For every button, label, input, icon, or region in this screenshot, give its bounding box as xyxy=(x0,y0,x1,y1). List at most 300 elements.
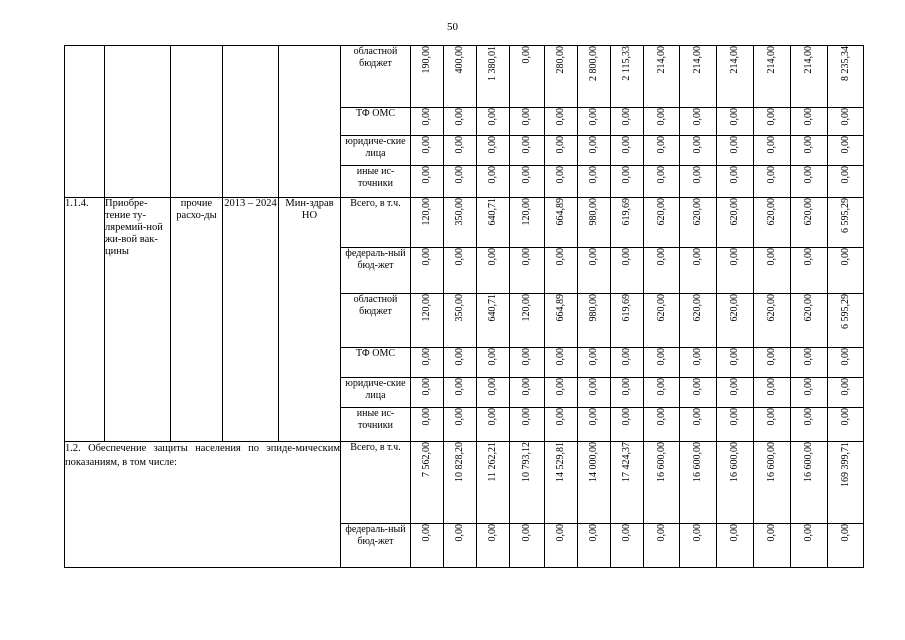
year-value: 664,89 xyxy=(555,294,567,322)
value-cell xyxy=(791,108,828,136)
value-cell xyxy=(578,378,611,408)
value-cell xyxy=(791,166,828,198)
value-cell xyxy=(545,248,578,294)
year-value: 0,00 xyxy=(803,166,815,184)
value-cell xyxy=(411,294,444,348)
value-cell xyxy=(411,524,444,568)
year-value: 190,00 xyxy=(421,46,433,74)
year-value: 0,00 xyxy=(766,378,778,396)
value-cell xyxy=(680,108,717,136)
table-row xyxy=(65,46,901,108)
year-value: 0,00 xyxy=(454,408,466,426)
year-value: 0,00 xyxy=(555,524,567,542)
value-cell xyxy=(680,198,717,248)
year-value: 0,00 xyxy=(588,408,600,426)
value-cell xyxy=(717,408,754,442)
value-cell xyxy=(717,524,754,568)
year-value: 120,00 xyxy=(421,198,433,226)
year-value: 0,00 xyxy=(621,166,633,184)
value-cell xyxy=(644,108,680,136)
value-cell xyxy=(611,524,644,568)
year-value: 0,00 xyxy=(692,348,704,366)
year-value: 0,00 xyxy=(621,348,633,366)
year-value: 620,00 xyxy=(803,294,815,322)
value-cell xyxy=(477,108,510,136)
year-value: 0,00 xyxy=(729,166,741,184)
value-cell xyxy=(828,294,864,348)
year-value: 214,00 xyxy=(655,46,667,74)
funding-source: федераль-ный бюд-жет xyxy=(341,524,411,568)
value-cell xyxy=(791,46,828,108)
item-name: Приобре-тение ту-ляремий-ной жи-вой вак-цины xyxy=(105,198,171,442)
table-row xyxy=(65,198,901,248)
year-value: 620,00 xyxy=(766,294,778,322)
year-value: 0,00 xyxy=(655,408,667,426)
value-cell xyxy=(680,408,717,442)
value-cell xyxy=(411,248,444,294)
value-cell xyxy=(545,136,578,166)
year-value: 0,00 xyxy=(487,378,499,396)
value-cell xyxy=(680,46,717,108)
year-value: 0,00 xyxy=(555,108,567,126)
value-cell xyxy=(611,378,644,408)
year-value: 120,00 xyxy=(521,294,533,322)
value-cell xyxy=(444,348,477,378)
executor: Мин-здрав НО xyxy=(279,198,341,442)
year-value: 0,00 xyxy=(803,248,815,266)
value-cell xyxy=(828,378,864,408)
value-cell xyxy=(791,442,828,524)
value-cell xyxy=(754,524,791,568)
year-value: 0,00 xyxy=(521,248,533,266)
value-cell xyxy=(611,408,644,442)
value-cell xyxy=(644,248,680,294)
value-cell xyxy=(644,198,680,248)
year-value: 0,00 xyxy=(521,348,533,366)
value-cell xyxy=(477,524,510,568)
value-cell xyxy=(754,198,791,248)
value-cell xyxy=(545,378,578,408)
year-value: 0,00 xyxy=(803,524,815,542)
total-value: 0,00 xyxy=(839,136,851,154)
value-cell xyxy=(754,378,791,408)
value-cell xyxy=(578,442,611,524)
value-cell xyxy=(754,348,791,378)
year-value: 0,00 xyxy=(766,348,778,366)
year-value: 214,00 xyxy=(766,46,778,74)
value-cell xyxy=(611,348,644,378)
year-value: 0,00 xyxy=(655,108,667,126)
value-cell xyxy=(611,248,644,294)
funding-table xyxy=(64,45,901,568)
year-value: 0,00 xyxy=(421,136,433,154)
year-value: 0,00 xyxy=(655,136,667,154)
year-value: 0,00 xyxy=(621,136,633,154)
year-value: 16 600,00 xyxy=(655,442,667,482)
year-value: 0,00 xyxy=(655,166,667,184)
value-cell xyxy=(611,198,644,248)
year-value: 0,00 xyxy=(487,136,499,154)
year-value: 620,00 xyxy=(692,198,704,226)
value-cell xyxy=(828,408,864,442)
value-cell xyxy=(754,294,791,348)
funding-source: иные ис-точники xyxy=(341,408,411,442)
value-cell xyxy=(510,166,545,198)
year-value: 2 800,00 xyxy=(588,46,600,81)
value-cell xyxy=(644,348,680,378)
value-cell xyxy=(578,46,611,108)
value-cell xyxy=(578,294,611,348)
value-cell xyxy=(717,248,754,294)
value-cell xyxy=(828,108,864,136)
value-cell xyxy=(754,136,791,166)
funding-source: юридиче-ские лица xyxy=(341,378,411,408)
year-value: 0,00 xyxy=(555,136,567,154)
year-value: 620,00 xyxy=(655,198,667,226)
value-cell xyxy=(611,46,644,108)
value-cell xyxy=(754,248,791,294)
value-cell xyxy=(477,198,510,248)
year-value: 0,00 xyxy=(729,378,741,396)
year-value: 0,00 xyxy=(621,524,633,542)
period xyxy=(223,46,279,198)
value-cell xyxy=(510,408,545,442)
value-cell xyxy=(791,348,828,378)
value-cell xyxy=(828,198,864,248)
value-cell xyxy=(477,408,510,442)
value-cell xyxy=(754,442,791,524)
value-cell xyxy=(717,108,754,136)
year-value: 7 562,00 xyxy=(421,442,433,477)
year-value: 16 600,00 xyxy=(803,442,815,482)
year-value: 0,00 xyxy=(621,408,633,426)
year-value: 0,00 xyxy=(692,136,704,154)
value-cell xyxy=(754,408,791,442)
year-value: 350,00 xyxy=(454,198,466,226)
year-value: 0,00 xyxy=(521,378,533,396)
year-value: 0,00 xyxy=(588,166,600,184)
total-value: 0,00 xyxy=(839,166,851,184)
value-cell xyxy=(680,348,717,378)
total-value: 8 235,34 xyxy=(839,46,851,81)
value-cell xyxy=(411,166,444,198)
year-value: 0,00 xyxy=(621,378,633,396)
year-value: 0,00 xyxy=(766,136,778,154)
total-value: 0,00 xyxy=(839,348,851,366)
value-cell xyxy=(477,348,510,378)
year-value: 10 793,12 xyxy=(521,442,533,482)
year-value: 0,00 xyxy=(621,108,633,126)
year-value: 0,00 xyxy=(454,348,466,366)
year-value: 10 828,20 xyxy=(454,442,466,482)
value-cell xyxy=(477,46,510,108)
year-value: 0,00 xyxy=(588,108,600,126)
value-cell xyxy=(411,198,444,248)
value-cell xyxy=(477,294,510,348)
funding-source: иные ис-точники xyxy=(341,166,411,198)
year-value: 0,00 xyxy=(803,348,815,366)
value-cell xyxy=(680,248,717,294)
year-value: 0,00 xyxy=(454,248,466,266)
year-value: 0,00 xyxy=(421,524,433,542)
value-cell xyxy=(791,294,828,348)
value-cell xyxy=(477,136,510,166)
year-value: 980,00 xyxy=(588,294,600,322)
total-value: 0,00 xyxy=(839,248,851,266)
year-value: 0,00 xyxy=(729,108,741,126)
value-cell xyxy=(680,136,717,166)
year-value: 0,00 xyxy=(421,248,433,266)
year-value: 0,00 xyxy=(692,248,704,266)
year-value: 0,00 xyxy=(421,378,433,396)
value-cell xyxy=(510,108,545,136)
year-value: 14 529,81 xyxy=(555,442,567,482)
year-value: 0,00 xyxy=(521,524,533,542)
year-value: 0,00 xyxy=(555,166,567,184)
year-value: 0,00 xyxy=(487,248,499,266)
section-title: 1.2. Обеспечение защиты населения по эпиде-мическим показаниям, в том числе: xyxy=(65,442,341,568)
year-value: 980,00 xyxy=(588,198,600,226)
year-value: 0,00 xyxy=(521,108,533,126)
year-value: 11 262,21 xyxy=(487,442,499,482)
funding-source: областной бюджет xyxy=(341,294,411,348)
year-value: 0,00 xyxy=(454,166,466,184)
value-cell xyxy=(510,248,545,294)
value-cell xyxy=(754,166,791,198)
year-value: 0,00 xyxy=(729,348,741,366)
item-number xyxy=(65,46,105,198)
year-value: 0,00 xyxy=(803,408,815,426)
year-value: 0,00 xyxy=(803,136,815,154)
value-cell xyxy=(510,348,545,378)
value-cell xyxy=(444,108,477,136)
year-value: 214,00 xyxy=(803,46,815,74)
year-value: 0,00 xyxy=(421,408,433,426)
year-value: 0,00 xyxy=(729,524,741,542)
value-cell xyxy=(828,166,864,198)
year-value: 16 600,00 xyxy=(766,442,778,482)
total-value: 6 595,29 xyxy=(839,294,851,329)
year-value: 0,00 xyxy=(655,348,667,366)
value-cell xyxy=(611,166,644,198)
value-cell xyxy=(828,46,864,108)
expense-type: прочие расхо-ды xyxy=(171,198,223,442)
year-value: 620,00 xyxy=(766,198,778,226)
year-value: 0,00 xyxy=(588,136,600,154)
value-cell xyxy=(680,294,717,348)
value-cell xyxy=(828,248,864,294)
value-cell xyxy=(717,294,754,348)
year-value: 619,69 xyxy=(621,294,633,322)
year-value: 0,00 xyxy=(588,248,600,266)
value-cell xyxy=(791,136,828,166)
year-value: 0,00 xyxy=(766,166,778,184)
value-cell xyxy=(510,294,545,348)
funding-source: ТФ ОМС xyxy=(341,348,411,378)
year-value: 0,00 xyxy=(729,248,741,266)
value-cell xyxy=(578,408,611,442)
year-value: 0,00 xyxy=(692,166,704,184)
value-cell xyxy=(510,136,545,166)
year-value: 0,00 xyxy=(621,248,633,266)
value-cell xyxy=(444,442,477,524)
funding-source: Всего, в т.ч. xyxy=(341,198,411,248)
year-value: 620,00 xyxy=(729,294,741,322)
funding-source: юридиче-ские лица xyxy=(341,136,411,166)
value-cell xyxy=(644,166,680,198)
year-value: 0,00 xyxy=(421,166,433,184)
year-value: 0,00 xyxy=(692,408,704,426)
value-cell xyxy=(411,348,444,378)
value-cell xyxy=(545,442,578,524)
value-cell xyxy=(644,442,680,524)
year-value: 0,00 xyxy=(421,108,433,126)
value-cell xyxy=(578,348,611,378)
value-cell xyxy=(578,198,611,248)
value-cell xyxy=(444,408,477,442)
value-cell xyxy=(717,46,754,108)
value-cell xyxy=(611,294,644,348)
value-cell xyxy=(411,408,444,442)
value-cell xyxy=(578,166,611,198)
value-cell xyxy=(717,136,754,166)
year-value: 120,00 xyxy=(521,198,533,226)
year-value: 0,00 xyxy=(487,348,499,366)
year-value: 0,00 xyxy=(521,408,533,426)
year-value: 0,00 xyxy=(692,108,704,126)
year-value: 0,00 xyxy=(655,248,667,266)
value-cell xyxy=(791,248,828,294)
value-cell xyxy=(611,442,644,524)
year-value: 0,00 xyxy=(487,524,499,542)
value-cell xyxy=(444,524,477,568)
year-value: 0,00 xyxy=(692,378,704,396)
value-cell xyxy=(545,408,578,442)
funding-source: областной бюджет xyxy=(341,46,411,108)
value-cell xyxy=(717,166,754,198)
value-cell xyxy=(717,442,754,524)
value-cell xyxy=(828,524,864,568)
year-value: 620,00 xyxy=(729,198,741,226)
funding-source: ТФ ОМС xyxy=(341,108,411,136)
value-cell xyxy=(611,136,644,166)
value-cell xyxy=(510,46,545,108)
year-value: 664,89 xyxy=(555,198,567,226)
year-value: 16 600,00 xyxy=(692,442,704,482)
value-cell xyxy=(791,378,828,408)
year-value: 0,00 xyxy=(655,378,667,396)
executor xyxy=(279,46,341,198)
year-value: 619,69 xyxy=(621,198,633,226)
value-cell xyxy=(717,378,754,408)
year-value: 0,00 xyxy=(766,248,778,266)
page-number: 50 xyxy=(447,21,458,33)
value-cell xyxy=(717,198,754,248)
year-value: 214,00 xyxy=(729,46,741,74)
year-value: 14 000,00 xyxy=(588,442,600,482)
value-cell xyxy=(477,442,510,524)
year-value: 0,00 xyxy=(655,524,667,542)
value-cell xyxy=(644,46,680,108)
value-cell xyxy=(444,136,477,166)
year-value: 0,00 xyxy=(454,108,466,126)
value-cell xyxy=(545,524,578,568)
year-value: 0,00 xyxy=(588,348,600,366)
year-value: 640,71 xyxy=(487,198,499,226)
year-value: 2 115,33 xyxy=(621,46,633,81)
value-cell xyxy=(411,442,444,524)
value-cell xyxy=(680,166,717,198)
value-cell xyxy=(444,166,477,198)
item-number: 1.1.4. xyxy=(65,198,105,442)
year-value: 0,00 xyxy=(692,524,704,542)
value-cell xyxy=(578,136,611,166)
value-cell xyxy=(510,198,545,248)
value-cell xyxy=(545,46,578,108)
year-value: 620,00 xyxy=(692,294,704,322)
year-value: 0,00 xyxy=(766,108,778,126)
total-value: 0,00 xyxy=(839,108,851,126)
year-value: 0,00 xyxy=(588,524,600,542)
year-value: 0,00 xyxy=(521,136,533,154)
year-value: 280,00 xyxy=(555,46,567,74)
expense-type xyxy=(171,46,223,198)
value-cell xyxy=(444,46,477,108)
value-cell xyxy=(791,524,828,568)
value-cell xyxy=(754,46,791,108)
year-value: 620,00 xyxy=(655,294,667,322)
total-value: 0,00 xyxy=(839,378,851,396)
value-cell xyxy=(578,248,611,294)
value-cell xyxy=(477,378,510,408)
year-value: 0,00 xyxy=(555,378,567,396)
year-value: 0,00 xyxy=(766,408,778,426)
year-value: 0,00 xyxy=(454,524,466,542)
value-cell xyxy=(411,378,444,408)
year-value: 214,00 xyxy=(692,46,704,74)
value-cell xyxy=(680,442,717,524)
value-cell xyxy=(411,46,444,108)
value-cell xyxy=(644,294,680,348)
value-cell xyxy=(828,442,864,524)
year-value: 0,00 xyxy=(454,378,466,396)
value-cell xyxy=(717,348,754,378)
value-cell xyxy=(477,248,510,294)
value-cell xyxy=(411,108,444,136)
year-value: 17 424,37 xyxy=(621,442,633,482)
value-cell xyxy=(644,378,680,408)
year-value: 640,71 xyxy=(487,294,499,322)
value-cell xyxy=(444,248,477,294)
year-value: 0,00 xyxy=(555,348,567,366)
value-cell xyxy=(680,524,717,568)
year-value: 0,00 xyxy=(766,524,778,542)
year-value: 16 600,00 xyxy=(729,442,741,482)
total-value: 169 399,71 xyxy=(839,442,851,487)
value-cell xyxy=(444,378,477,408)
year-value: 0,00 xyxy=(555,408,567,426)
value-cell xyxy=(510,378,545,408)
value-cell xyxy=(510,524,545,568)
year-value: 0,00 xyxy=(803,108,815,126)
value-cell xyxy=(791,408,828,442)
value-cell xyxy=(411,136,444,166)
value-cell xyxy=(578,108,611,136)
year-value: 0,00 xyxy=(454,136,466,154)
value-cell xyxy=(444,198,477,248)
value-cell xyxy=(510,442,545,524)
value-cell xyxy=(828,136,864,166)
